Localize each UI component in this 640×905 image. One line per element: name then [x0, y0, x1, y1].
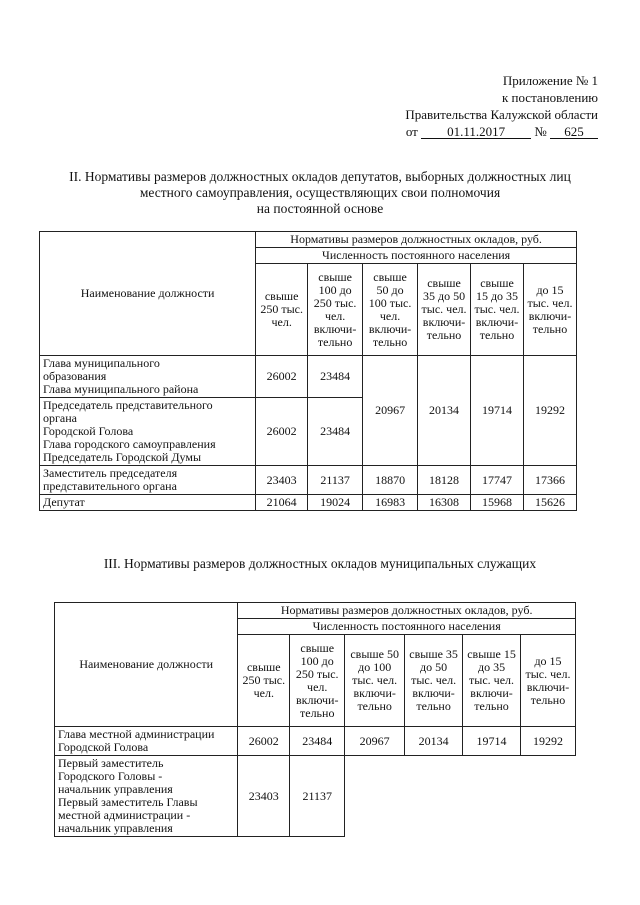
subgroup-header: Численность постоянного населения [256, 248, 577, 264]
value-cell: 26002 [256, 398, 308, 466]
table-row [55, 756, 576, 837]
value-cell: 21137 [308, 466, 363, 495]
col-header: свыше 250 тыс. чел. [238, 635, 290, 727]
col-header: свыше 50 до 100 тыс. чел. включи-тельно [363, 264, 418, 356]
col-header: свыше 35 до 50 тыс. чел. включи-тельно [418, 264, 471, 356]
appendix-government: Правительства Калужской области [405, 107, 598, 122]
value-cell: 18870 [363, 466, 418, 495]
value-cell: 21137 [290, 756, 345, 837]
col-header: свыше 50 до 100 тыс. чел. включи-тельно [345, 635, 405, 727]
value-cell: 23484 [290, 727, 345, 756]
col-header-name: Наименование должности [40, 232, 256, 356]
value-cell: 19292 [521, 727, 576, 756]
value-cell: 17747 [471, 466, 524, 495]
value-cell: 23484 [308, 398, 363, 466]
value-cell-merged: 19714 [471, 356, 524, 466]
group-header: Нормативы размеров должностных окладов, руб. [238, 603, 576, 619]
col-header-name: Наименование должности [55, 603, 238, 727]
value-cell: 16308 [418, 495, 471, 511]
number-label: № [534, 124, 547, 139]
section-2-title [40, 169, 600, 217]
table-row [40, 495, 577, 511]
value-cell: 19714 [463, 727, 521, 756]
resolution-date: 01.11.2017 [421, 125, 531, 139]
section-2-table [39, 231, 577, 511]
col-header: свыше 15 до 35 тыс. чел. включи-тельно [463, 635, 521, 727]
value-cell: 16983 [363, 495, 418, 511]
value-cell-merged: 20967 [363, 356, 418, 466]
section-2-title-line: на постоянной основе [256, 201, 384, 216]
subgroup-header: Численность постоянного населения [238, 619, 576, 635]
appendix-date-row [368, 123, 598, 140]
value-cell-merged: 20134 [418, 356, 471, 466]
col-header: до 15 тыс. чел. включи-тельно [523, 264, 576, 356]
col-header: свыше 100 до 250 тыс. чел. включи-тельно [308, 264, 363, 356]
col-header: свыше 15 до 35 тыс. чел. включи-тельно [471, 264, 524, 356]
value-cell: 19024 [308, 495, 363, 511]
col-header: свыше 250 тыс. чел. [256, 264, 308, 356]
table-row [55, 727, 576, 756]
resolution-number: 625 [550, 125, 598, 139]
value-cell: 26002 [238, 727, 290, 756]
value-cell: 17366 [523, 466, 576, 495]
row-name: Первый заместитель Городского Головы - начальник управления Первый заместитель Главы местной администрации - начальник управления [55, 756, 238, 837]
row-name: Заместитель председателя представительного органа [40, 466, 256, 495]
empty-area [345, 756, 576, 837]
value-cell: 15968 [471, 495, 524, 511]
from-label: от [405, 124, 418, 139]
row-name: Депутат [40, 495, 256, 511]
col-header: до 15 тыс. чел. включи-тельно [521, 635, 576, 727]
section-3-title: III. Нормативы размеров должностных окладов муниципальных служащих [103, 556, 537, 571]
col-header: свыше 35 до 50 тыс. чел. включи-тельно [405, 635, 463, 727]
appendix-number: Приложение № 1 [502, 73, 598, 88]
appendix-resolution: к постановлению [501, 90, 598, 105]
group-header: Нормативы размеров должностных окладов, руб. [256, 232, 577, 248]
appendix-header [368, 72, 598, 140]
section-3-table [54, 602, 576, 837]
row-name: Глава муниципального образования Глава муниципального района [40, 356, 256, 398]
row-name: Председатель представительного органа Городской Голова Глава городского самоуправления Председатель Городской Думы [40, 398, 256, 466]
value-cell: 20967 [345, 727, 405, 756]
table-row [40, 466, 577, 495]
table-row [40, 356, 577, 398]
value-cell-merged: 19292 [523, 356, 576, 466]
row-name: Глава местной администрации Городской Голова [55, 727, 238, 756]
value-cell: 23484 [308, 356, 363, 398]
value-cell: 15626 [523, 495, 576, 511]
section-2-title-line: II. Нормативы размеров должностных окладов депутатов, выборных должностных лиц [69, 169, 571, 184]
value-cell: 23403 [238, 756, 290, 837]
value-cell: 18128 [418, 466, 471, 495]
value-cell: 26002 [256, 356, 308, 398]
value-cell: 21064 [256, 495, 308, 511]
value-cell: 20134 [405, 727, 463, 756]
section-2-title-line: местного самоуправления, осуществляющих свои полномочия [139, 185, 501, 200]
col-header: свыше 100 до 250 тыс. чел. включи-тельно [290, 635, 345, 727]
value-cell: 23403 [256, 466, 308, 495]
